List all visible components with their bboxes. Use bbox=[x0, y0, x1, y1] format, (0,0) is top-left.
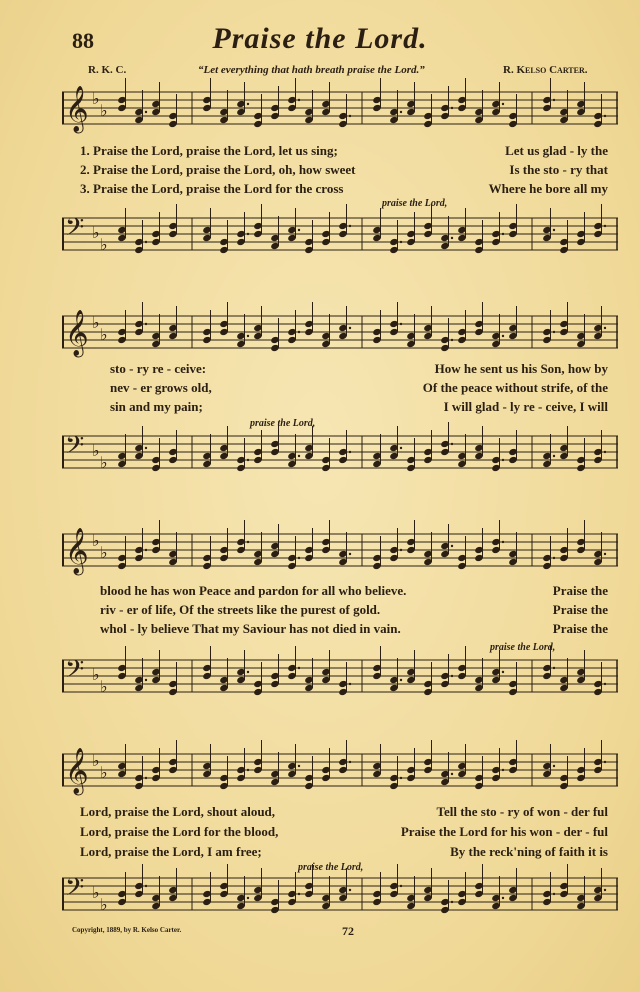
flat-sign-icon: ♭ bbox=[92, 531, 100, 550]
lyric-right: How he sent us his Son, how by bbox=[434, 361, 608, 376]
treble-clef-icon: 𝄞 bbox=[65, 310, 89, 356]
verse-3-line bbox=[62, 621, 618, 639]
lyric-right: I will glad - ly re - ceive, I will bbox=[443, 399, 608, 414]
words-author: R. K. C. bbox=[88, 64, 127, 76]
lyric-right: Praise the Lord for his won - der - ful bbox=[400, 824, 608, 839]
treble-staff bbox=[62, 310, 618, 362]
lyric-right: Praise the bbox=[552, 621, 608, 636]
verse-1-line bbox=[62, 583, 618, 601]
lyric-right: Of the peace without strife, of the bbox=[422, 380, 608, 395]
epigraph: “Let everything that hath breath praise the Lord.” bbox=[198, 64, 425, 76]
verse-2-line bbox=[62, 602, 618, 620]
lyric-left: whol - ly believe That my Saviour has not died in vain. bbox=[100, 621, 401, 636]
flat-sign-icon: ♭ bbox=[100, 453, 108, 472]
verse-1-line bbox=[62, 804, 618, 822]
treble-clef-icon: 𝄞 bbox=[65, 748, 89, 794]
lyric-left: Lord, praise the Lord for the blood, bbox=[80, 824, 279, 839]
treble-clef-icon: 𝄞 bbox=[65, 86, 89, 132]
treble-clef-icon: 𝄞 bbox=[65, 528, 89, 574]
bass-staff bbox=[62, 430, 618, 482]
treble-staff bbox=[62, 748, 618, 800]
bass-staff bbox=[62, 654, 618, 706]
lyric-left: sin and my pain; bbox=[110, 399, 203, 414]
verse-3-line bbox=[62, 844, 618, 862]
hymn-title: Praise the Lord. bbox=[212, 22, 428, 55]
treble-staff bbox=[62, 528, 618, 580]
flat-sign-icon: ♭ bbox=[92, 89, 100, 108]
composer: R. Kelso Carter. bbox=[503, 64, 588, 76]
verse-1-line bbox=[62, 361, 618, 379]
flat-sign-icon: ♭ bbox=[100, 543, 108, 562]
flat-sign-icon: ♭ bbox=[92, 751, 100, 770]
bass-cue: praise the Lord, bbox=[298, 862, 364, 873]
lyric-left: 3. Praise the Lord, praise the Lord for the cross bbox=[80, 181, 344, 196]
bass-clef-icon: 𝄢 bbox=[65, 213, 85, 248]
lyric-right: Is the sto - ry that bbox=[509, 162, 608, 177]
lyric-left: Lord, praise the Lord, I am free; bbox=[80, 844, 262, 859]
flat-sign-icon: ♭ bbox=[92, 313, 100, 332]
lyric-left: nev - er grows old, bbox=[110, 380, 212, 395]
verse-2-line bbox=[62, 824, 618, 842]
flat-sign-icon: ♭ bbox=[92, 223, 100, 242]
verse-1-line bbox=[62, 143, 618, 161]
lyric-left: Lord, praise the Lord, shout aloud, bbox=[80, 804, 276, 819]
lyric-right: Praise the bbox=[552, 583, 608, 598]
copyright-notice: Copyright, 1889, by R. Kelso Carter. bbox=[72, 926, 182, 934]
flat-sign-icon: ♭ bbox=[100, 101, 108, 120]
music-system-4 bbox=[62, 748, 618, 928]
bass-clef-icon: 𝄢 bbox=[65, 655, 85, 690]
lyric-right: Let us glad - ly the bbox=[505, 143, 608, 158]
music-system-2 bbox=[62, 310, 618, 490]
bass-cue: praise the Lord, bbox=[250, 418, 316, 429]
bass-cue: praise the Lord, bbox=[490, 642, 556, 653]
verse-2-line bbox=[62, 380, 618, 398]
flat-sign-icon: ♭ bbox=[92, 665, 100, 684]
flat-sign-icon: ♭ bbox=[92, 441, 100, 460]
flat-sign-icon: ♭ bbox=[100, 325, 108, 344]
bass-staff bbox=[62, 212, 618, 264]
lyric-right: Tell the sto - ry of won - der ful bbox=[436, 804, 608, 819]
footer-page-number: 72 bbox=[342, 924, 354, 938]
bass-staff bbox=[62, 872, 618, 924]
lyric-right: Where he bore all my bbox=[488, 181, 608, 196]
verse-3-line bbox=[62, 181, 618, 199]
lyric-left: blood he has won Peace and pardon for all who believe. bbox=[100, 583, 407, 598]
verse-2-line bbox=[62, 162, 618, 180]
lyric-right: By the reck'ning of faith it is bbox=[450, 844, 608, 859]
music-system-1 bbox=[62, 86, 618, 266]
lyric-left: sto - ry re - ceive: bbox=[110, 361, 207, 376]
lyric-left: 1. Praise the Lord, praise the Lord, let us sing; bbox=[80, 143, 338, 158]
flat-sign-icon: ♭ bbox=[92, 883, 100, 902]
treble-staff bbox=[62, 86, 618, 138]
verse-3-line bbox=[62, 399, 618, 417]
page-number: 88 bbox=[72, 28, 94, 53]
bass-cue: praise the Lord, bbox=[382, 198, 448, 209]
flat-sign-icon: ♭ bbox=[100, 235, 108, 254]
lyric-left: 2. Praise the Lord, praise the Lord, oh, how sweet bbox=[80, 162, 356, 177]
flat-sign-icon: ♭ bbox=[100, 763, 108, 782]
flat-sign-icon: ♭ bbox=[100, 895, 108, 914]
flat-sign-icon: ♭ bbox=[100, 677, 108, 696]
lyric-right: Praise the bbox=[552, 602, 608, 617]
music-system-3 bbox=[62, 528, 618, 708]
bass-clef-icon: 𝄢 bbox=[65, 873, 85, 908]
lyric-left: riv - er of life, Of the streets like the purest of gold. bbox=[100, 602, 381, 617]
bass-clef-icon: 𝄢 bbox=[65, 431, 85, 466]
